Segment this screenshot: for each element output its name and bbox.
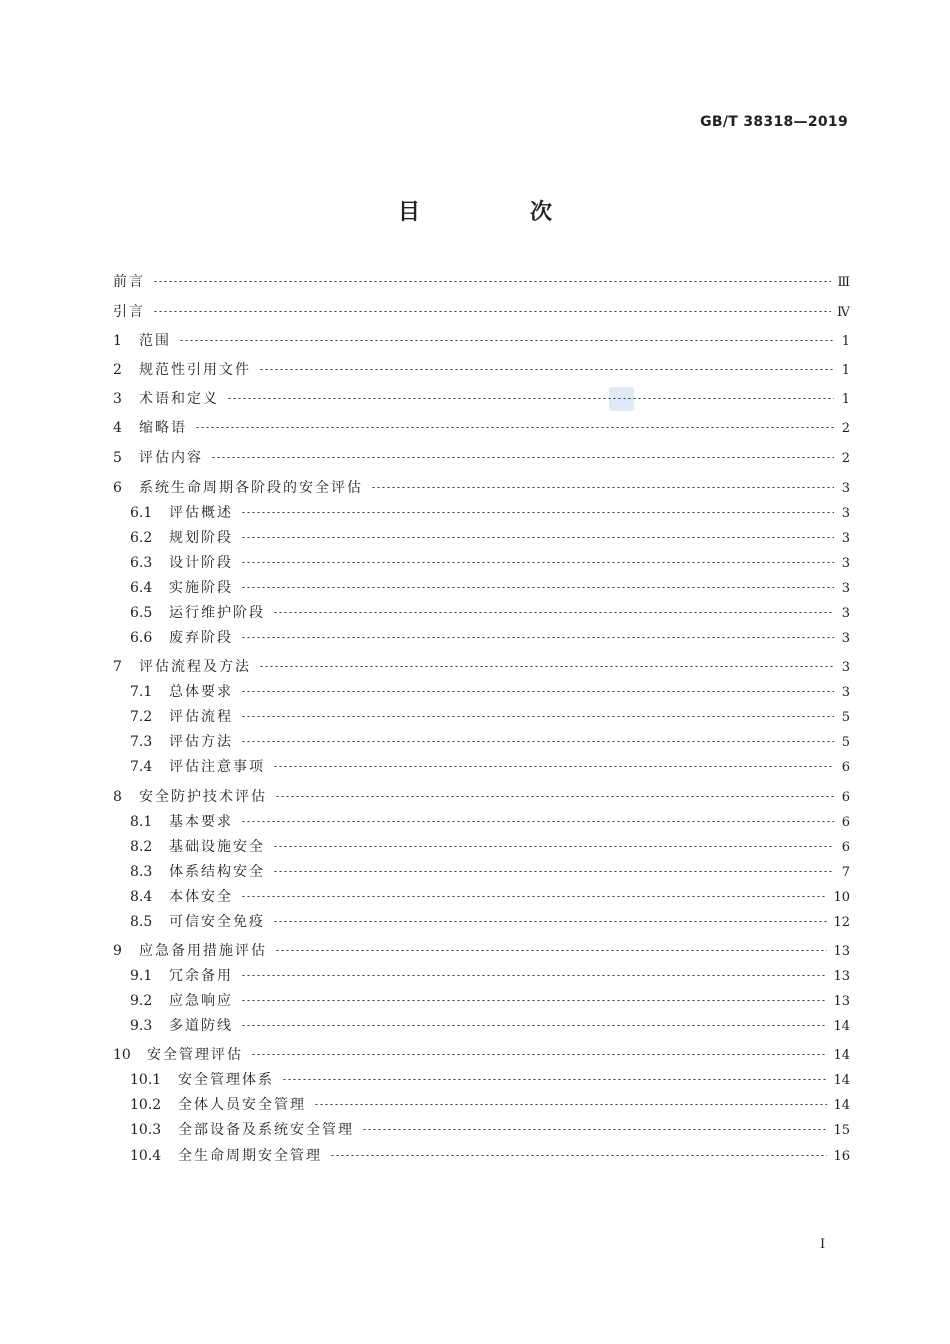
toc-dot-leader (314, 1104, 827, 1105)
toc-entry-text: 可信安全免疫 (169, 914, 265, 930)
toc-entry[interactable] (113, 270, 850, 294)
toc-entry-number: 8.4 (130, 889, 153, 905)
toc-entry-text: 前言 (113, 274, 145, 290)
toc-entry-number: 10.2 (130, 1097, 162, 1113)
toc-dot-leader (153, 311, 831, 312)
toc-entry-number: 9.1 (130, 968, 153, 984)
toc-entry-page: 12 (833, 915, 850, 930)
toc-dot-leader (362, 1129, 827, 1130)
toc-entry-label (130, 989, 233, 1013)
toc-dot-leader (273, 871, 834, 872)
toc-dot-leader (195, 427, 834, 428)
toc-entry-page: 15 (833, 1123, 850, 1138)
toc-entry-page: 3 (841, 556, 850, 571)
toc-dot-leader (330, 1155, 827, 1156)
toc-entry-page: 13 (833, 969, 850, 984)
toc-entry-number: 8.3 (130, 864, 153, 880)
toc-entry[interactable] (130, 989, 850, 1013)
toc-entry-label (130, 551, 233, 575)
toc-entry-page: 10 (833, 890, 850, 905)
toc-entry-number: 8.1 (130, 814, 153, 830)
toc-entry-text: 设计阶段 (169, 555, 233, 571)
toc-dot-leader (371, 487, 834, 488)
toc-entry-number: 10.1 (130, 1072, 162, 1088)
toc-entry-text: 应急备用措施评估 (139, 943, 267, 959)
toc-entry-number: 6.1 (130, 505, 153, 521)
toc-dot-leader (251, 1054, 827, 1055)
toc-entry-page: 16 (833, 1149, 850, 1164)
toc-entry-label (113, 329, 171, 353)
toc-entry-number: 10.3 (130, 1122, 162, 1138)
toc-dot-leader (275, 950, 827, 951)
toc-entry[interactable] (130, 501, 850, 525)
toc-entry-text: 全体人员安全管理 (178, 1097, 306, 1113)
toc-entry[interactable] (130, 551, 850, 575)
toc-dot-leader (241, 637, 834, 638)
toc-entry-number: 6 (113, 480, 122, 496)
toc-entry[interactable] (130, 626, 850, 650)
toc-entry-text: 安全管理体系 (178, 1072, 274, 1088)
toc-entry-number: 9.3 (130, 1018, 153, 1034)
toc-dot-leader (273, 612, 834, 613)
toc-entry[interactable] (130, 1093, 850, 1117)
toc-entry-label (130, 730, 233, 754)
toc-entry[interactable] (130, 730, 850, 754)
toc-entry-page: Ⅲ (837, 275, 850, 290)
toc-dot-leader (273, 846, 834, 847)
toc-entry-label (130, 1093, 306, 1117)
toc-entry-label (113, 1043, 243, 1067)
toc-dot-leader (179, 340, 834, 341)
toc-entry-label (113, 939, 267, 963)
toc-entry-text: 评估注意事项 (169, 759, 265, 775)
toc-entry-page: 6 (841, 760, 850, 775)
toc-dot-leader (273, 766, 834, 767)
toc-entry-text: 缩略语 (139, 420, 187, 436)
toc-entry-number: 6.5 (130, 605, 153, 621)
toc-entry-label (113, 416, 187, 440)
toc-entry[interactable] (113, 655, 850, 679)
toc-entry[interactable] (130, 576, 850, 600)
toc-entry-page: 2 (841, 451, 850, 466)
toc-entry-text: 基础设施安全 (169, 839, 265, 855)
toc-entry[interactable] (130, 705, 850, 729)
toc-entry-number: 9 (113, 943, 122, 959)
toc-entry-text: 运行维护阶段 (169, 605, 265, 621)
toc-entry-number: 4 (113, 420, 122, 436)
toc-entry-number: 6.4 (130, 580, 153, 596)
toc-entry-number: 7.4 (130, 759, 153, 775)
toc-entry-label (113, 300, 145, 324)
toc-entry[interactable] (113, 329, 850, 353)
toc-dot-leader (241, 716, 834, 717)
toc-entry-text: 术语和定义 (139, 391, 219, 407)
toc-entry-text: 评估内容 (139, 450, 203, 466)
toc-entry-number: 7 (113, 659, 122, 675)
toc-entry-label (130, 860, 265, 884)
toc-entry-label (130, 601, 265, 625)
toc-entry[interactable] (130, 860, 850, 884)
toc-dot-leader (241, 821, 834, 822)
toc-dot-leader (259, 666, 834, 667)
toc-entry[interactable] (130, 810, 850, 834)
toc-entry-number: 6.2 (130, 530, 153, 546)
toc-entry-text: 全部设备及系统安全管理 (178, 1122, 354, 1138)
toc-entry-page: 1 (841, 363, 850, 378)
toc-entry[interactable] (130, 964, 850, 988)
toc-entry[interactable] (113, 1043, 850, 1067)
toc-dot-leader (282, 1079, 827, 1080)
toc-entry[interactable] (113, 939, 850, 963)
toc-entry-number: 5 (113, 450, 122, 466)
toc-entry-label (113, 387, 219, 411)
toc-entry[interactable] (130, 835, 850, 859)
toc-entry-label (130, 1144, 322, 1168)
toc-entry-page: Ⅳ (837, 305, 850, 320)
toc-dot-leader (241, 1025, 827, 1026)
toc-entry[interactable] (113, 785, 850, 809)
toc-dot-leader (241, 512, 834, 513)
toc-entry-page: 3 (841, 606, 850, 621)
toc-dot-leader (241, 587, 834, 588)
toc-entry-label (130, 835, 265, 859)
toc-entry-text: 总体要求 (169, 684, 233, 700)
toc-dot-leader (241, 975, 827, 976)
toc-entry-number: 10 (113, 1047, 131, 1063)
toc-entry-label (113, 655, 251, 679)
footer-page-number: I (820, 1237, 826, 1252)
toc-entry-number: 1 (113, 333, 122, 349)
toc-entry-text: 基本要求 (169, 814, 233, 830)
toc-dot-leader (227, 398, 834, 399)
toc-entry-text: 规范性引用文件 (139, 362, 251, 378)
toc-entry-page: 6 (841, 840, 850, 855)
toc-entry-text: 评估流程 (169, 709, 233, 725)
toc-entry-label (113, 446, 203, 470)
toc-entry[interactable] (130, 601, 850, 625)
toc-entry-page: 6 (841, 815, 850, 830)
toc-entry-text: 实施阶段 (169, 580, 233, 596)
toc-entry-text: 废弃阶段 (169, 630, 233, 646)
toc-entry-number: 7.3 (130, 734, 153, 750)
toc-entry-page: 7 (841, 865, 850, 880)
toc-entry-number: 10.4 (130, 1148, 162, 1164)
toc-entry-text: 应急响应 (169, 993, 233, 1009)
toc-entry-label (130, 1118, 354, 1142)
toc-entry[interactable] (130, 1068, 850, 1092)
toc-entry[interactable] (113, 476, 850, 500)
page-title: 目 次 (397, 200, 596, 225)
toc-entry-label (130, 964, 233, 988)
toc-entry-page: 14 (833, 1048, 850, 1063)
toc-entry-label (130, 526, 233, 550)
toc-entry-number: 9.2 (130, 993, 153, 1009)
toc-entry-page: 3 (841, 481, 850, 496)
toc-entry[interactable] (130, 526, 850, 550)
toc-entry-label (130, 680, 233, 704)
toc-entry-number: 8.2 (130, 839, 153, 855)
toc-entry-number: 2 (113, 362, 122, 378)
toc-entry[interactable] (130, 1144, 850, 1168)
toc-entry-page: 3 (841, 631, 850, 646)
toc-entry-label (130, 501, 233, 525)
toc-entry-text: 体系结构安全 (169, 864, 265, 880)
toc-entry-text: 全生命周期安全管理 (178, 1148, 322, 1164)
toc-entry-label (113, 358, 251, 382)
toc-entry-label (130, 705, 233, 729)
toc-entry-page: 14 (833, 1073, 850, 1088)
toc-entry-label (130, 755, 265, 779)
toc-entry-text: 评估方法 (169, 734, 233, 750)
toc-entry-label (130, 885, 233, 909)
toc-entry-page: 5 (841, 710, 850, 725)
toc-entry-page: 5 (841, 735, 850, 750)
toc-entry-text: 多道防线 (169, 1018, 233, 1034)
toc-entry-label (113, 476, 363, 500)
toc-entry-label (113, 270, 145, 294)
toc-entry-page: 6 (841, 790, 850, 805)
toc-dot-leader (241, 896, 827, 897)
toc-entry-text: 评估流程及方法 (139, 659, 251, 675)
toc-entry[interactable] (113, 300, 850, 324)
toc-entry-page: 1 (841, 334, 850, 349)
toc-entry-page: 3 (841, 685, 850, 700)
toc-entry[interactable] (130, 885, 850, 909)
toc-entry-text: 引言 (113, 304, 145, 320)
toc-entry[interactable] (130, 755, 850, 779)
toc-entry-page: 3 (841, 581, 850, 596)
toc-entry-label (130, 576, 233, 600)
toc-entry-label (113, 785, 267, 809)
toc-dot-leader (211, 457, 834, 458)
toc-entry[interactable] (113, 358, 850, 382)
toc-entry-page: 14 (833, 1019, 850, 1034)
toc-entry-page: 14 (833, 1098, 850, 1113)
toc-entry[interactable] (130, 1118, 850, 1142)
toc-entry-text: 冗余备用 (169, 968, 233, 984)
toc-entry-number: 6.3 (130, 555, 153, 571)
toc-entry-number: 7.1 (130, 684, 153, 700)
toc-entry-label (130, 1068, 274, 1092)
toc-dot-leader (153, 281, 831, 282)
toc-dot-leader (241, 537, 834, 538)
toc-entry-number: 7.2 (130, 709, 153, 725)
toc-entry[interactable] (113, 416, 850, 440)
toc-entry-number: 8 (113, 789, 122, 805)
toc-entry-page: 2 (841, 421, 850, 436)
toc-entry-page: 3 (841, 531, 850, 546)
toc-entry[interactable] (130, 680, 850, 704)
toc-entry-label (130, 910, 265, 934)
toc-dot-leader (259, 369, 834, 370)
toc-entry-label (130, 810, 233, 834)
toc-entry-page: 1 (841, 392, 850, 407)
toc-entry-page: 3 (841, 660, 850, 675)
standard-code: GB/T 38318—2019 (700, 114, 848, 130)
toc-entry-text: 评估概述 (169, 505, 233, 521)
toc-entry-label (130, 626, 233, 650)
toc-dot-leader (241, 1000, 827, 1001)
toc-entry-label (130, 1014, 233, 1038)
toc-dot-leader (273, 921, 827, 922)
toc-entry[interactable] (113, 446, 850, 470)
toc-entry-number: 6.6 (130, 630, 153, 646)
toc-entry-text: 范围 (139, 333, 171, 349)
toc-entry-text: 规划阶段 (169, 530, 233, 546)
toc-entry-page: 13 (833, 944, 850, 959)
toc-dot-leader (241, 691, 834, 692)
toc-entry-number: 3 (113, 391, 122, 407)
toc-entry[interactable] (130, 910, 850, 934)
toc-dot-leader (241, 562, 834, 563)
toc-dot-leader (275, 796, 834, 797)
toc-entry-text: 安全防护技术评估 (139, 789, 267, 805)
toc-entry[interactable] (113, 387, 850, 411)
toc-entry[interactable] (130, 1014, 850, 1038)
toc-entry-page: 13 (833, 994, 850, 1009)
toc-entry-text: 安全管理评估 (147, 1047, 243, 1063)
toc-entry-number: 8.5 (130, 914, 153, 930)
toc-dot-leader (241, 741, 834, 742)
toc-entry-text: 本体安全 (169, 889, 233, 905)
toc-entry-text: 系统生命周期各阶段的安全评估 (139, 480, 363, 496)
toc-entry-page: 3 (841, 506, 850, 521)
